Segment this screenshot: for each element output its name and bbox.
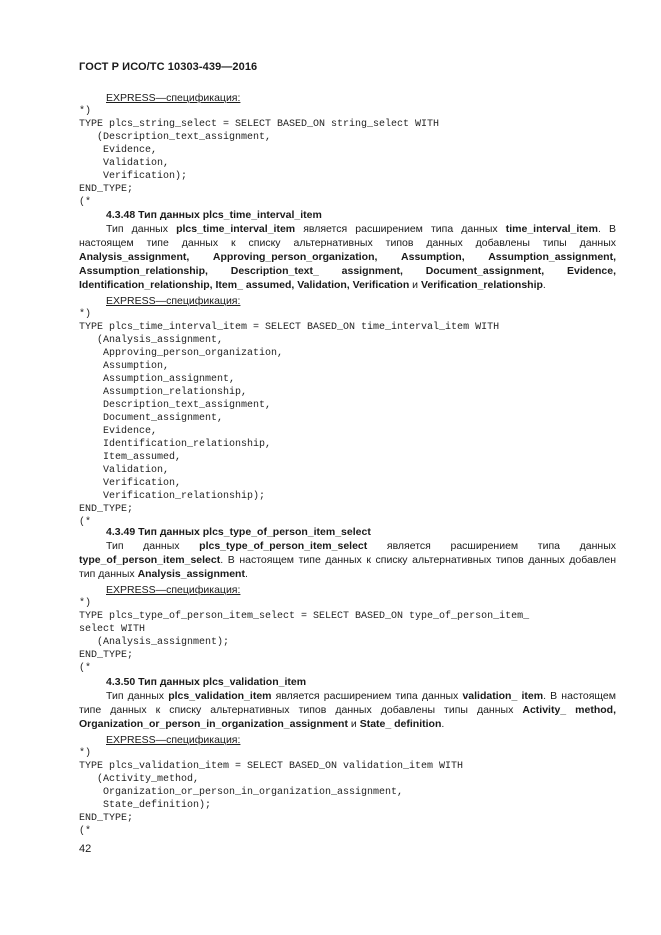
express-code: *) TYPE plcs_type_of_person_item_select = SELECT BASED_ON type_of_person_item_ select WITH (Analysis_assignment); END_TYPE; (*: [79, 598, 530, 674]
express-code: *) TYPE plcs_validation_item = SELECT BASED_ON validation_item WITH (Activity_method, Organization_or_person_in_organization_assignment, State_definition); END_TYPE; (*: [79, 748, 464, 837]
express-code: *) TYPE plcs_time_interval_item = SELECT BASED_ON time_interval_item WITH (Analysis_assignment, Approving_person_organization, Assumption, Assumption_assignment, Assumption_relationship, Description_text_assignment, Document_assignment, Evidence, Identification_relationship, Item_assumed, Validation, Verification, Verification_relationship); END_TYPE; (*: [79, 309, 500, 528]
express-block-string-select: [79, 91, 616, 209]
express-spec-label: EXPRESS—спецификация:: [106, 295, 241, 307]
express-spec-label: EXPRESS—спецификация:: [106, 584, 241, 596]
page-number: 42: [79, 843, 92, 855]
section-paragraph: Тип данных plcs_validation_item является расширением типа данных validation_ item. В настоящем типе данных к списку альтернативных типов данных добавлены типы данных Activity_ method, Organization_or_person_in_organization_assignment и State_ definition.: [79, 690, 616, 730]
express-spec-label: EXPRESS—спецификация:: [106, 734, 241, 746]
express-spec-label: EXPRESS—спецификация:: [106, 92, 241, 104]
page-header: ГОСТ Р ИСО/ТС 10303-439—2016: [79, 61, 258, 73]
section-4-3-49: [79, 525, 616, 675]
express-code: *) TYPE plcs_string_select = SELECT BASED_ON string_select WITH (Description_text_assignment, Evidence, Validation, Verification); END_TYPE; (*: [79, 106, 440, 208]
section-heading: 4.3.49 Тип данных plcs_type_of_person_item_select: [106, 526, 371, 538]
section-heading: 4.3.50 Тип данных plcs_validation_item: [106, 676, 307, 688]
section-paragraph: Тип данных plcs_time_interval_item является расширением типа данных time_interval_item. В настоящем типе данных к списку альтернативных типов данных добавлены типы данных Analysis_assignment, Approving_person_organization, Assumption, Assumption_assignment, Assumption_relationship, Description_text_ assignment, Document_assignment, Evidence, Identification_relationship, Item_ assumed, Validation, Verification и Verification_relationship.: [79, 223, 616, 291]
section-paragraph: Тип данных plcs_type_of_person_item_select является расширением типа данных type_of_person_item_select. В настоящем типе данных к списку альтернативных типов данных добавлен тип данных Analysis_assignment.: [79, 540, 616, 580]
section-4-3-50: [79, 675, 616, 838]
section-heading: 4.3.48 Тип данных plcs_time_interval_item: [106, 209, 322, 221]
section-4-3-48: [79, 208, 616, 529]
